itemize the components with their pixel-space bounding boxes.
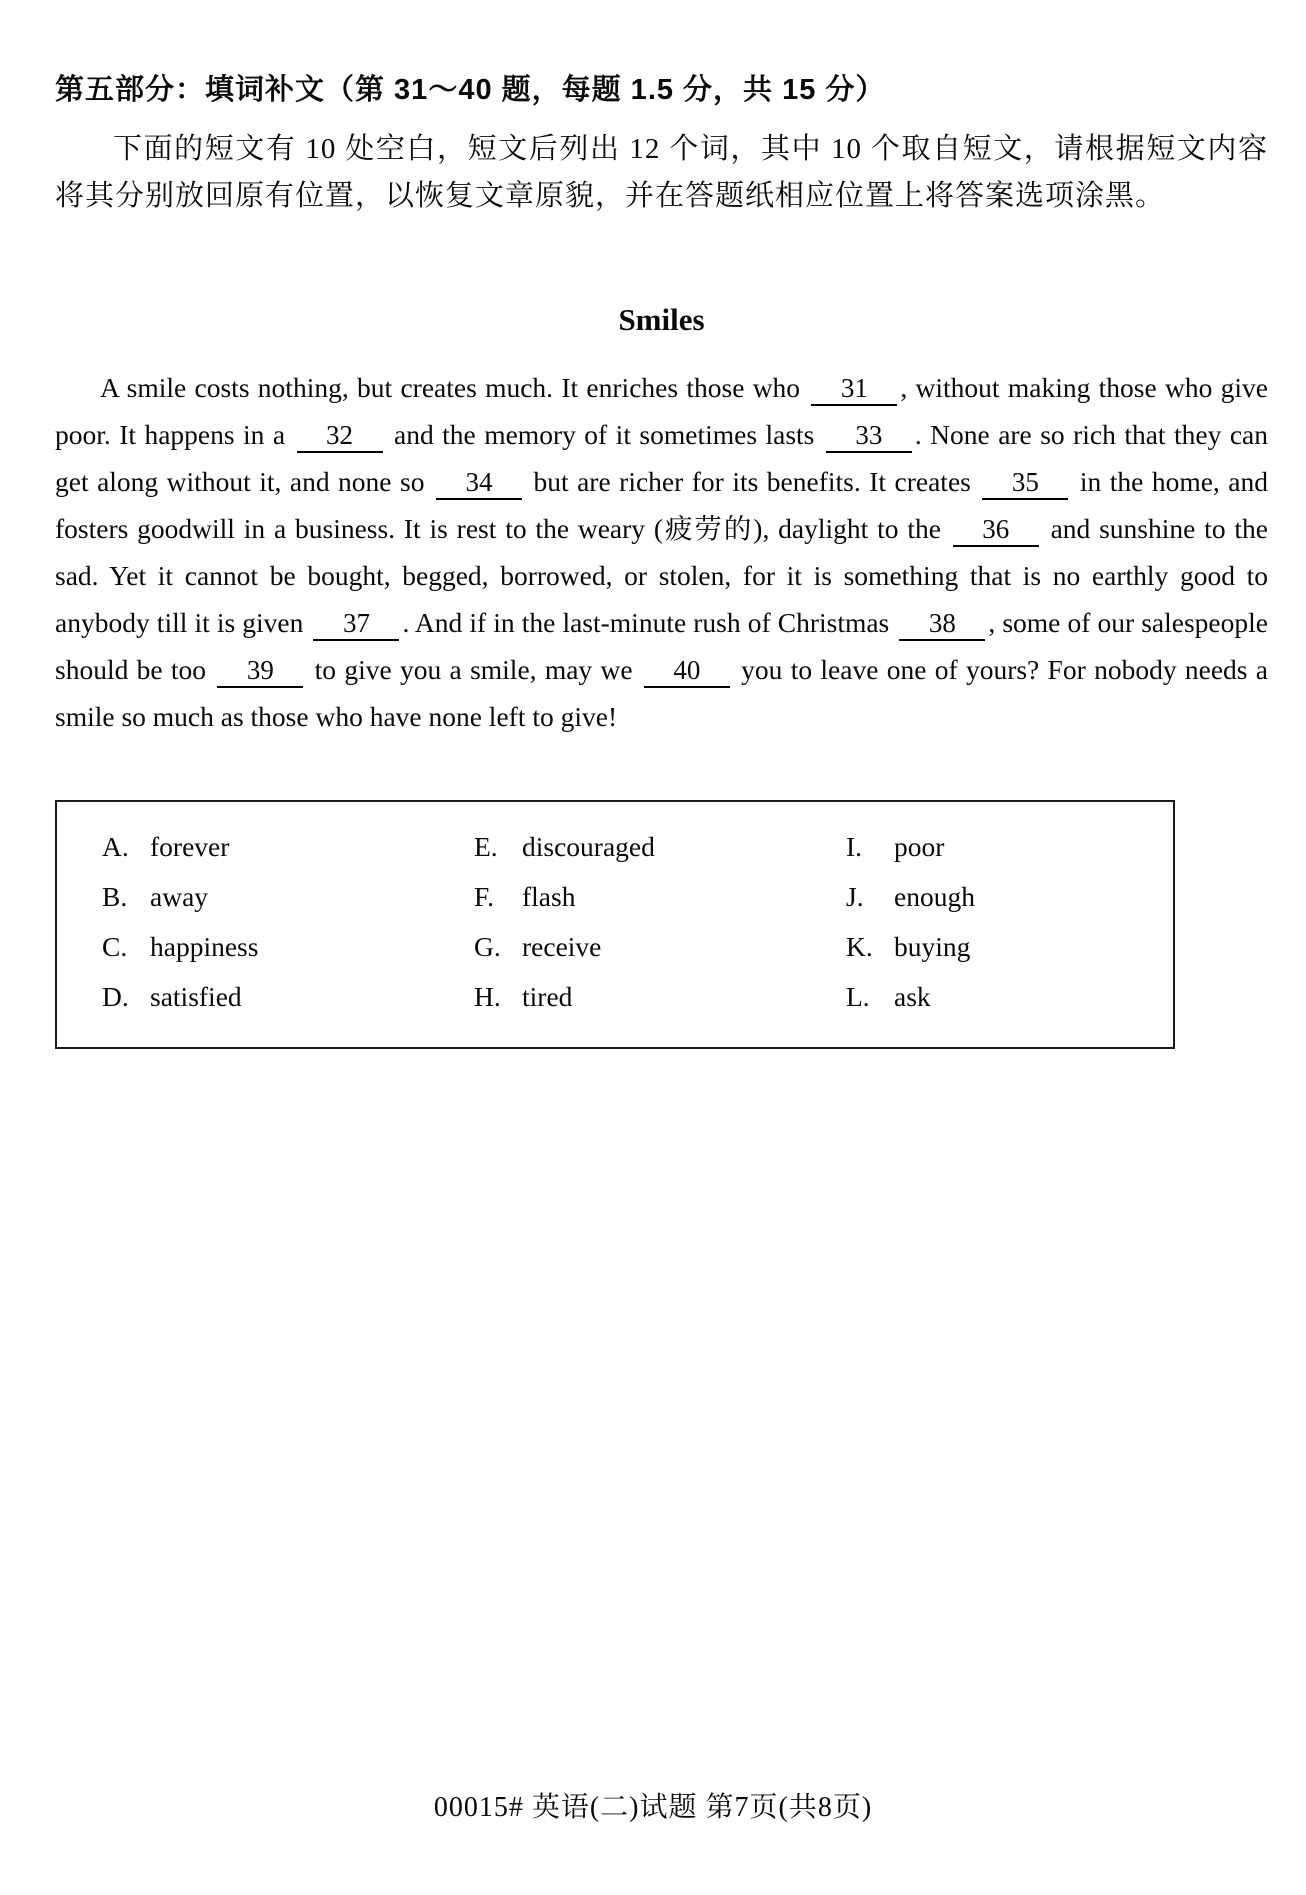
blank-32: 32 — [297, 419, 383, 453]
passage-text: you to leave one of yours? For nobody needs a smile so much as those who have none left to give! — [55, 654, 1268, 732]
option-i — [846, 826, 1163, 867]
passage-text: . And if in the last-minute rush of Christmas — [402, 607, 897, 638]
options-grid — [102, 826, 1163, 1017]
option-letter: D. — [102, 981, 129, 1012]
option-word: tired — [522, 981, 573, 1012]
option-word: flash — [522, 881, 576, 912]
option-letter: A. — [102, 831, 129, 862]
option-letter: G. — [474, 931, 501, 962]
option-word: poor — [894, 831, 945, 862]
blank-40: 40 — [644, 654, 730, 688]
option-letter: B. — [102, 881, 128, 912]
passage-text: in the home, and fosters goodwill in a business. It is rest to the weary (疲劳的), daylight to the — [55, 466, 1268, 544]
option-e — [474, 826, 846, 867]
passage-text: and the memory of it sometimes lasts — [385, 419, 823, 450]
options-box — [55, 800, 1175, 1049]
passage-title: Smiles — [618, 302, 705, 337]
option-letter: H. — [474, 981, 501, 1012]
blank-31: 31 — [811, 372, 897, 406]
blank-35: 35 — [982, 466, 1068, 500]
option-j — [846, 876, 1163, 917]
option-letter: I. — [846, 831, 863, 862]
blank-38: 38 — [899, 607, 985, 641]
option-word: ask — [894, 981, 931, 1012]
option-word: away — [150, 881, 209, 912]
option-word: satisfied — [150, 981, 242, 1012]
passage-text: . None are so rich that they can get along without it, and none so — [55, 419, 1268, 497]
page-footer: 00015# 英语(二)试题 第7页(共8页) — [433, 1792, 873, 1823]
option-letter: F. — [474, 881, 494, 912]
section-instructions: 下面的短文有 10 处空白，短文后列出 12 个词，其中 10 个取自短文，请根据短文内容将其分别放回原有位置，以恢复文章原貌，并在答题纸相应位置上将答案选项涂黑。 — [55, 133, 1268, 212]
blank-36: 36 — [953, 513, 1039, 547]
option-letter: C. — [102, 931, 128, 962]
passage-text: and sunshine to the sad. Yet it cannot be bought, begged, borrowed, or stolen, for it is something that is no earthly good to anybody till it is given — [55, 513, 1268, 638]
option-h — [474, 976, 846, 1017]
blank-34: 34 — [436, 466, 522, 500]
option-word: buying — [894, 931, 971, 962]
passage-text: , without making those who give poor. It happens in a — [55, 372, 1268, 450]
option-letter: K. — [846, 931, 873, 962]
option-word: enough — [894, 881, 975, 912]
option-letter: J. — [846, 881, 864, 912]
passage-text: A smile costs nothing, but creates much. It enriches those who — [100, 372, 809, 403]
option-a — [102, 826, 474, 867]
option-b — [102, 876, 474, 917]
option-word: receive — [522, 931, 602, 962]
option-word: discouraged — [522, 831, 655, 862]
option-g — [474, 926, 846, 967]
option-k — [846, 926, 1163, 967]
option-d — [102, 976, 474, 1017]
option-letter: L. — [846, 981, 870, 1012]
passage-body — [55, 364, 1268, 740]
option-l — [846, 976, 1163, 1017]
blank-39: 39 — [217, 654, 303, 688]
option-f — [474, 876, 846, 917]
passage-text: but are richer for its benefits. It creates — [524, 466, 980, 497]
option-word: happiness — [150, 931, 259, 962]
blank-33: 33 — [826, 419, 912, 453]
blank-37: 37 — [313, 607, 399, 641]
section-header: 第五部分：填词补文（第 31～40 题，每题 1.5 分，共 15 分） — [55, 74, 886, 106]
option-letter: E. — [474, 831, 498, 862]
passage-text: to give you a smile, may we — [306, 654, 641, 685]
option-word: forever — [150, 831, 230, 862]
passage-text: , some of our salespeople should be too — [55, 607, 1268, 685]
option-c — [102, 926, 474, 967]
